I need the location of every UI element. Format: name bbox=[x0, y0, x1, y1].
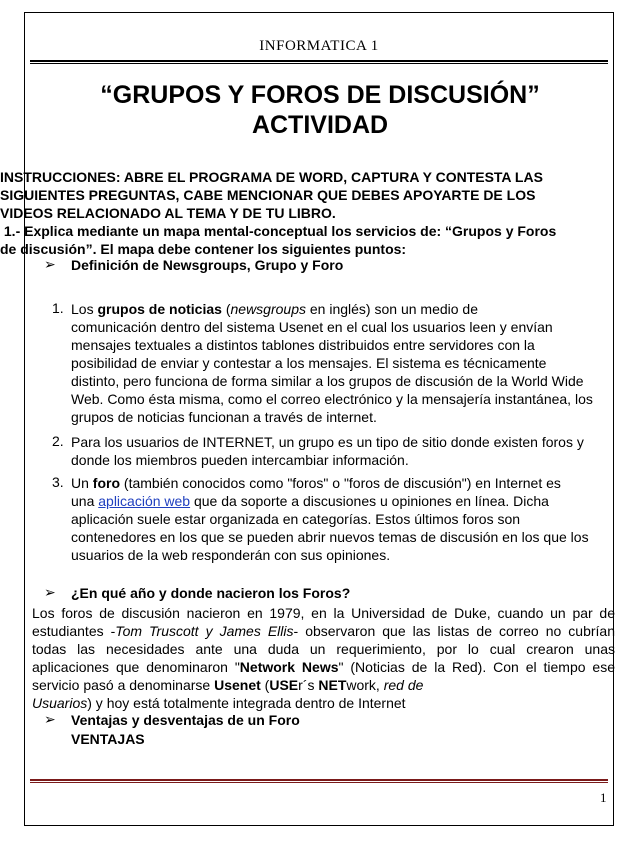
list-item-1 bbox=[71, 300, 616, 426]
text-run: aplicaciones que denominaron " bbox=[32, 659, 240, 675]
bullet-question-foros: ¿En qué año y donde nacieron los Foros? bbox=[71, 585, 351, 601]
history-paragraph bbox=[32, 604, 615, 712]
bold-term: USE bbox=[269, 677, 299, 693]
text-run: r´s bbox=[298, 677, 319, 693]
bullet-arrow-icon: ➢ bbox=[44, 256, 56, 272]
bullet-ventajas-desventajas: Ventajas y desventajas de un Foro bbox=[71, 712, 300, 728]
page-number: 1 bbox=[600, 790, 607, 805]
text-run: que da soporte a discusiones u opiniones en línea. Dicha bbox=[190, 493, 549, 509]
bullet-definicion: Definición de Newsgroups, Grupo y Foro bbox=[71, 257, 344, 273]
instructions-line-2: SIGUIENTES PREGUNTAS, CABE MENCIONAR QUE DEBES APOYARTE DE LOS bbox=[0, 187, 536, 203]
text-run: estudiantes - bbox=[32, 623, 116, 639]
text-run: Los bbox=[71, 301, 98, 317]
instructions-line-3: VIDEOS RELACIONADO AL TEMA Y DE TU LIBRO. bbox=[0, 205, 336, 221]
text-run: una bbox=[71, 493, 99, 509]
text-run: ( bbox=[221, 301, 231, 317]
italic-name: James Ellis bbox=[219, 623, 294, 639]
aplicacion-web-link[interactable]: aplicación web bbox=[98, 493, 191, 509]
list-number-2: 2. bbox=[52, 433, 64, 449]
bold-term: grupos de noticias bbox=[97, 301, 222, 317]
title-line-2: ACTIVIDAD bbox=[251, 111, 389, 139]
text-run: work, bbox=[346, 677, 384, 693]
document-title bbox=[40, 80, 600, 140]
list-item-2 bbox=[71, 433, 616, 469]
bullet-arrow-icon: ➢ bbox=[44, 584, 56, 600]
italic-term: Usuarios bbox=[32, 695, 88, 711]
ventajas-heading: VENTAJAS bbox=[71, 731, 145, 747]
text-run: (también conocidos como "foros" o "foros de discusión") en Internet es bbox=[120, 475, 561, 491]
bold-term: Network News bbox=[239, 659, 339, 675]
list-item-3-line-5: usuarios de la web responderán con sus opiniones. bbox=[71, 547, 391, 563]
list-item-2-line-2: donde los miembros pueden intercambiar información. bbox=[71, 452, 409, 468]
history-line-6 bbox=[32, 694, 615, 712]
list-item-1-line-7: grupos de noticias funcionan a través de internet. bbox=[71, 409, 377, 425]
footer-rule bbox=[30, 779, 608, 781]
text-run: servicio pasó a denominarse bbox=[32, 677, 215, 693]
header-rule bbox=[30, 60, 608, 62]
list-item-1-line-4: posibilidad de enviar y contestar a los mensajes. El sistema es técnicamente bbox=[71, 355, 547, 371]
list-item-3-line-1 bbox=[71, 474, 616, 492]
text-run: ( bbox=[260, 677, 270, 693]
bullet-arrow-icon: ➢ bbox=[44, 711, 56, 727]
instructions-line-5: de discusión”. El mapa debe contener los siguientes puntos: bbox=[0, 241, 407, 257]
list-item-3-line-4: contenedores en los que se pueden abrir nuevos temas de discusión en los que los bbox=[71, 529, 589, 545]
instructions bbox=[0, 168, 620, 258]
italic-term: red de bbox=[383, 677, 424, 693]
list-number-3: 3. bbox=[52, 474, 64, 490]
footer-rule-thin bbox=[30, 782, 608, 783]
text-run: - observaron que las listas de correo no cubrían bbox=[293, 623, 616, 639]
list-item-3 bbox=[71, 474, 616, 564]
history-line-2 bbox=[32, 622, 615, 640]
title-line-1: “GRUPOS Y FOROS DE DISCUSIÓN” bbox=[100, 81, 540, 109]
page-header: INFORMATICA 1 bbox=[259, 38, 379, 54]
list-item-1-line-5: distinto, pero funciona de forma similar a los grupos de discusión de la World Wide bbox=[71, 373, 584, 389]
text-run: ) y hoy está totalmente integrada dentro de Internet bbox=[87, 695, 406, 711]
bold-term: foro bbox=[92, 475, 121, 491]
text-run: y bbox=[198, 623, 220, 639]
list-item-3-line-2 bbox=[71, 492, 616, 510]
list-item-1-line-2: comunicación dentro del sistema Usenet en el cual los usuarios leen y envían bbox=[71, 319, 553, 335]
history-line-4 bbox=[32, 658, 615, 676]
history-line-5 bbox=[32, 676, 615, 694]
list-item-1-line-3: mensajes textuales a distintos tablones distribuidos entre servidores con la bbox=[71, 337, 535, 353]
instructions-line-4: 1.- Explica mediante un mapa mental-conceptual los servicios de: “Grupos y Foros bbox=[0, 223, 557, 239]
list-item-3-line-3: aplicación suele estar organizada en categorías. Estos últimos foros son bbox=[71, 511, 521, 527]
bold-term: Usenet bbox=[214, 677, 261, 693]
text-run: Un bbox=[71, 475, 93, 491]
header-rule-thin bbox=[30, 63, 608, 64]
history-line-3: todas las necesidades ante una duda un requerimiento, por lo cual crearon unas bbox=[32, 641, 615, 657]
text-run: " (Noticias de la Red). Con el tiempo ese bbox=[338, 659, 615, 675]
list-item-2-line-1: Para los usuarios de INTERNET, un grupo es un tipo de sitio donde existen foros y bbox=[71, 434, 584, 450]
list-item-1-line-1 bbox=[71, 300, 616, 318]
italic-term: newsgroups bbox=[230, 301, 306, 317]
instructions-line-1: INSTRUCCIONES: ABRE EL PROGRAMA DE WORD, CAPTURA Y CONTESTA LAS bbox=[0, 169, 543, 185]
history-line-1: Los foros de discusión nacieron en 1979, en la Universidad de Duke, cuando un par de bbox=[32, 605, 615, 621]
text-run: en inglés) son un medio de bbox=[306, 301, 478, 317]
bold-term: NET bbox=[318, 677, 347, 693]
list-number-1: 1. bbox=[52, 300, 64, 316]
italic-name: Tom Truscott bbox=[115, 623, 199, 639]
list-item-1-line-6: Web. Como ésta misma, como el correo electrónico y la mensajería instantánea, los bbox=[71, 391, 593, 407]
